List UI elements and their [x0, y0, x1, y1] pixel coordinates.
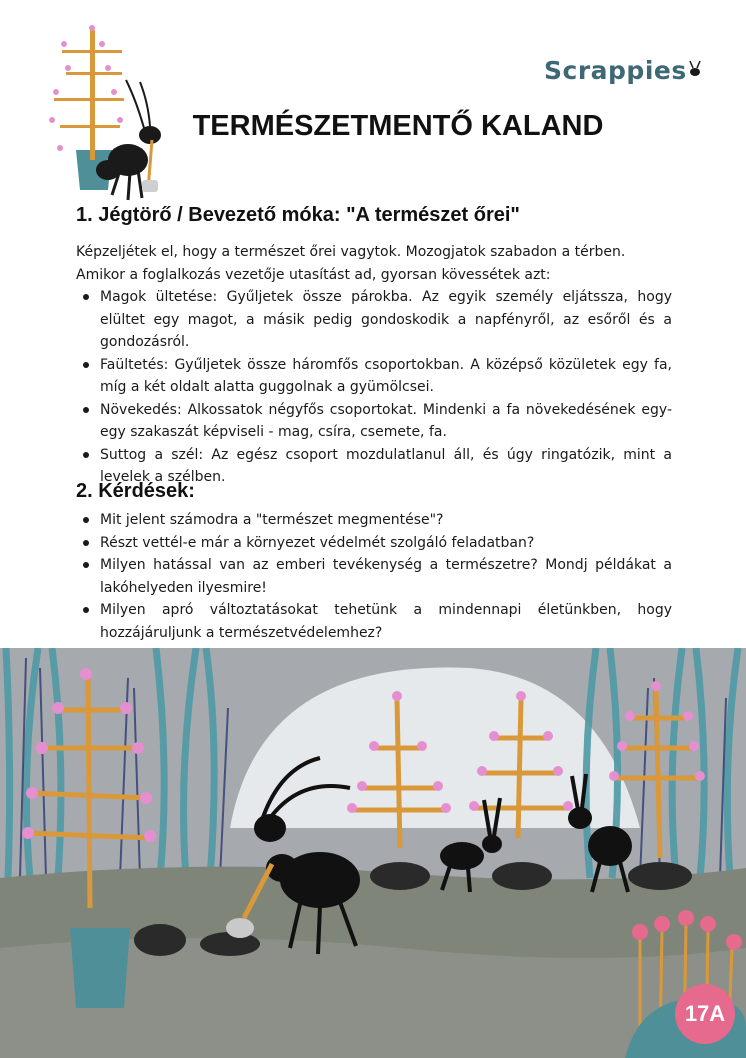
brand-logo: Scrappies [544, 56, 687, 85]
page-title: TERMÉSZETMENTŐ KALAND [192, 110, 604, 142]
section1-list [76, 286, 672, 489]
list-item [76, 532, 672, 555]
bullet-icon [83, 607, 89, 613]
forest-illustration [0, 648, 746, 1058]
list-item-text: Milyen hatással van az emberi tevékenység a természetre? Mondj példákat a lakóhelyeden ilyesmire! [100, 557, 672, 596]
section2-heading: 2. Kérdések: [76, 480, 195, 502]
bullet-icon [83, 540, 89, 546]
bullet-icon [83, 407, 89, 413]
list-item-text: Magok ültetése: Gyűljetek össze párokba. Az egyik személy eljátssza, hogy elültet egy magot, a másik pedig gondoskodik a napfényről, az esőről és a gondozásról. [100, 289, 672, 350]
list-item [76, 554, 672, 599]
page-number-badge: 17A [675, 984, 735, 1044]
list-item [76, 399, 672, 444]
section2-list [76, 509, 672, 644]
list-item [76, 509, 672, 532]
bullet-icon [83, 294, 89, 300]
list-item [76, 286, 672, 354]
list-item [76, 354, 672, 399]
list-item-text: Növekedés: Alkossatok négyfős csoportokat. Mindenki a fa növekedésének egy-egy szakaszát képviseli - mag, csíra, csemete, fa. [100, 401, 672, 440]
list-item [76, 599, 672, 644]
list-item-text: Suttog a szél: Az egész csoport mozdulatlanul áll, és úgy ringatózik, mint a levelek a szélben. [100, 446, 672, 485]
bullet-icon [83, 517, 89, 523]
bullet-icon [83, 452, 89, 458]
list-item-text: Milyen apró változtatásokat tehetünk a mindennapi életünkben, hogy hozzájáruljunk a természetvédelemhez? [100, 602, 672, 641]
ant-icon [686, 60, 704, 80]
list-item-text: Mit jelent számodra a "természet megmentése"? [100, 512, 444, 528]
bullet-icon [83, 562, 89, 568]
section1-heading: 1. Jégtörő / Bevezető móka: "A természet őrei" [76, 204, 520, 226]
section1-intro: Képzeljétek el, hogy a természet őrei vagytok. Mozogjatok szabadon a térben. Amikor a foglalkozás vezetője utasítást ad, gyorsan kövessétek azt: [76, 244, 626, 283]
bullet-icon [83, 362, 89, 368]
list-item-text: Részt vettél-e már a környezet védelmét szolgáló feladatban? [100, 534, 535, 551]
list-item-text: Faültetés: Gyűljetek össze háromfős csoportokban. A középső közületek egy fa, míg a két oldalt alatta guggolnak a gyümölcsei. [100, 356, 672, 395]
